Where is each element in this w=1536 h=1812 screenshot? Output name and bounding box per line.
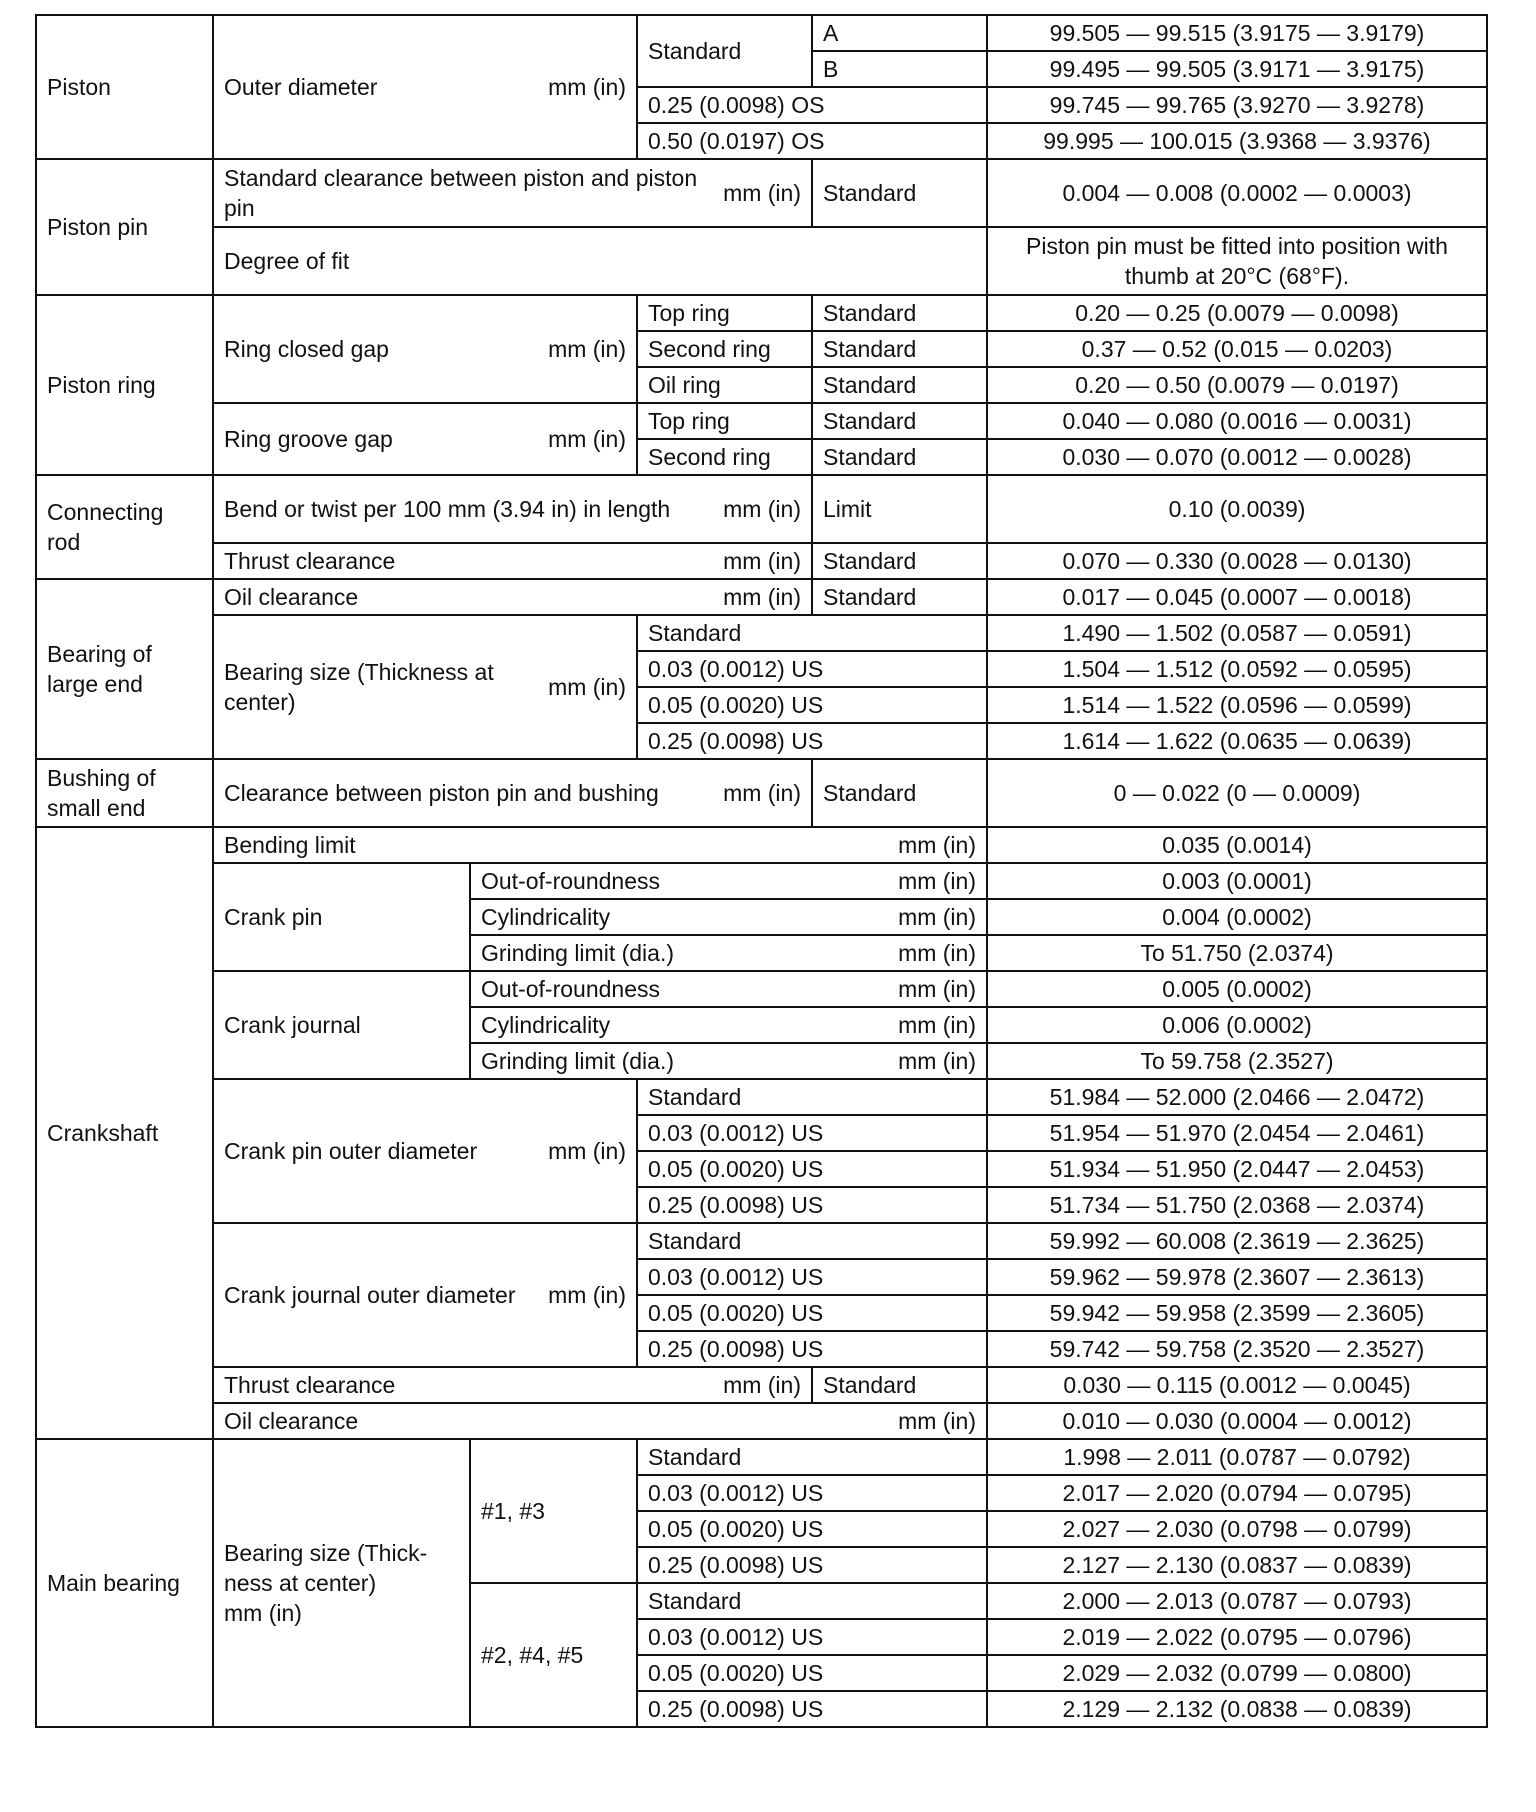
value-cell: 51.934 — 51.950 (2.0447 — 2.0453): [987, 1151, 1487, 1187]
standard-label: Standard: [812, 295, 987, 331]
value-cell: 0.005 (0.0002): [987, 971, 1487, 1007]
size-label: Standard: [637, 1223, 987, 1259]
item-bend-twist: Bend or twist per 100 mm (3.94 in) in length mm (in): [213, 475, 812, 543]
value-cell: 59.742 — 59.758 (2.3520 — 2.3527): [987, 1331, 1487, 1367]
value-cell: 0.010 — 0.030 (0.0004 — 0.0012): [987, 1403, 1487, 1439]
value-cell: 0.003 (0.0001): [987, 863, 1487, 899]
category-piston-pin: Piston pin: [36, 159, 213, 295]
standard-label: Standard: [812, 759, 987, 827]
item-oil-clearance: Oil clearance mm (in): [213, 579, 812, 615]
item-degree-of-fit: Degree of fit: [213, 227, 987, 295]
limit-label: Limit: [812, 475, 987, 543]
item-bearing-size: Bearing size (Thickness at center) mm (in): [213, 615, 637, 759]
standard-label: Standard: [812, 1367, 987, 1403]
size-label: 0.03 (0.0012) US: [637, 651, 987, 687]
value-cell: 2.017 — 2.020 (0.0794 — 0.0795): [987, 1475, 1487, 1511]
sub-item: Grinding limit (dia.) mm (in): [470, 935, 987, 971]
category-small-end: Bushing of small end: [36, 759, 213, 827]
value-cell: To 59.758 (2.3527): [987, 1043, 1487, 1079]
item-crank-pin-od: Crank pin outer diameter mm (in): [213, 1079, 637, 1223]
size-label: Standard: [637, 1079, 987, 1115]
standard-label: Standard: [812, 367, 987, 403]
size-label: 0.05 (0.0020) US: [637, 1295, 987, 1331]
table-row: [36, 543, 1487, 579]
sub-item: Grinding limit (dia.) mm (in): [470, 1043, 987, 1079]
value-cell: 51.984 — 52.000 (2.0466 — 2.0472): [987, 1079, 1487, 1115]
value-cell: 2.019 — 2.022 (0.0795 — 0.0796): [987, 1619, 1487, 1655]
value-cell: 0.004 — 0.008 (0.0002 — 0.0003): [987, 159, 1487, 227]
item-crank-journal: Crank journal: [213, 971, 470, 1079]
size-label: 0.05 (0.0020) US: [637, 687, 987, 723]
item-piston-outer-diameter: Outer diameter mm (in): [213, 15, 637, 159]
table-row: [36, 295, 1487, 331]
value-cell: To 51.750 (2.0374): [987, 935, 1487, 971]
category-crankshaft: Crankshaft: [36, 827, 213, 1439]
standard-label: Standard: [812, 439, 987, 475]
sub-item: Cylindricality mm (in): [470, 1007, 987, 1043]
value-cell: 1.614 — 1.622 (0.0635 — 0.0639): [987, 723, 1487, 759]
value-cell: 0.017 — 0.045 (0.0007 — 0.0018): [987, 579, 1487, 615]
value-cell: 2.129 — 2.132 (0.0838 — 0.0839): [987, 1691, 1487, 1727]
size-label: Standard: [637, 1583, 987, 1619]
piston-standard-label: Standard: [637, 15, 812, 87]
sub-item: Out-of-roundness mm (in): [470, 863, 987, 899]
ring-label: Second ring: [637, 331, 812, 367]
item-ring-closed-gap: Ring closed gap mm (in): [213, 295, 637, 403]
oversize-label: 0.25 (0.0098) OS: [637, 87, 987, 123]
standard-label: Standard: [812, 403, 987, 439]
item-main-bearing-size: Bearing size (Thick-ness at center) mm (in): [213, 1439, 470, 1727]
table-row: [36, 159, 1487, 227]
value-cell: 99.505 — 99.515 (3.9175 — 3.9179): [987, 15, 1487, 51]
item-thrust-clearance: Thrust clearance mm (in): [213, 543, 812, 579]
table-row: [36, 1403, 1487, 1439]
value-cell: 0.10 (0.0039): [987, 475, 1487, 543]
value-cell: 51.954 — 51.970 (2.0454 — 2.0461): [987, 1115, 1487, 1151]
category-piston-ring: Piston ring: [36, 295, 213, 475]
size-label: 0.05 (0.0020) US: [637, 1511, 987, 1547]
table-row: [36, 827, 1487, 863]
value-cell: 2.029 — 2.032 (0.0799 — 0.0800): [987, 1655, 1487, 1691]
value-cell: 2.000 — 2.013 (0.0787 — 0.0793): [987, 1583, 1487, 1619]
value-cell: 0.004 (0.0002): [987, 899, 1487, 935]
table-row: [36, 863, 1487, 899]
category-large-end: Bearing of large end: [36, 579, 213, 759]
item-thrust-clearance: Thrust clearance mm (in): [213, 1367, 812, 1403]
value-cell: 0 — 0.022 (0 — 0.0009): [987, 759, 1487, 827]
value-cell: 0.030 — 0.115 (0.0012 — 0.0045): [987, 1367, 1487, 1403]
item-ring-groove-gap: Ring groove gap mm (in): [213, 403, 637, 475]
table-row: [36, 615, 1487, 651]
size-label: 0.25 (0.0098) US: [637, 723, 987, 759]
journal-group-label: #1, #3: [470, 1439, 637, 1583]
size-label: 0.25 (0.0098) US: [637, 1187, 987, 1223]
size-label: 0.03 (0.0012) US: [637, 1475, 987, 1511]
value-cell: 59.992 — 60.008 (2.3619 — 2.3625): [987, 1223, 1487, 1259]
ring-label: Oil ring: [637, 367, 812, 403]
value-cell: 2.027 — 2.030 (0.0798 — 0.0799): [987, 1511, 1487, 1547]
size-label: 0.25 (0.0098) US: [637, 1691, 987, 1727]
value-cell: Piston pin must be fitted into position with thumb at 20°C (68°F).: [987, 227, 1487, 295]
size-label: 0.03 (0.0012) US: [637, 1619, 987, 1655]
standard-label: Standard: [812, 579, 987, 615]
table-row: [36, 15, 1487, 51]
item-bushing-clearance: Clearance between piston pin and bushing mm (in): [213, 759, 812, 827]
size-label: 0.25 (0.0098) US: [637, 1331, 987, 1367]
size-label: Standard: [637, 615, 987, 651]
item-bending-limit: Bending limit mm (in): [213, 827, 987, 863]
ring-label: Top ring: [637, 403, 812, 439]
value-cell: 99.995 — 100.015 (3.9368 — 3.9376): [987, 123, 1487, 159]
value-cell: 0.006 (0.0002): [987, 1007, 1487, 1043]
table-row: [36, 403, 1487, 439]
value-cell: 0.040 — 0.080 (0.0016 — 0.0031): [987, 403, 1487, 439]
table-row: [36, 971, 1487, 1007]
category-main-bearing: Main bearing: [36, 1439, 213, 1727]
ring-label: Second ring: [637, 439, 812, 475]
size-label: 0.05 (0.0020) US: [637, 1655, 987, 1691]
value-cell: 59.962 — 59.978 (2.3607 — 2.3613): [987, 1259, 1487, 1295]
value-cell: 0.20 — 0.25 (0.0079 — 0.0098): [987, 295, 1487, 331]
category-connecting-rod: Connecting rod: [36, 475, 213, 579]
category-piston: Piston: [36, 15, 213, 159]
standard-label: Standard: [812, 543, 987, 579]
table-row: [36, 579, 1487, 615]
value-cell: 1.504 — 1.512 (0.0592 — 0.0595): [987, 651, 1487, 687]
item-crank-journal-od: Crank journal outer diameter mm (in): [213, 1223, 637, 1367]
value-cell: 0.035 (0.0014): [987, 827, 1487, 863]
ring-label: Top ring: [637, 295, 812, 331]
table-row: [36, 1079, 1487, 1115]
standard-label: Standard: [812, 159, 987, 227]
size-label: 0.03 (0.0012) US: [637, 1115, 987, 1151]
value-cell: 0.070 — 0.330 (0.0028 — 0.0130): [987, 543, 1487, 579]
value-cell: 0.20 — 0.50 (0.0079 — 0.0197): [987, 367, 1487, 403]
value-cell: 0.37 — 0.52 (0.015 — 0.0203): [987, 331, 1487, 367]
value-cell: 51.734 — 51.750 (2.0368 — 2.0374): [987, 1187, 1487, 1223]
table-row: [36, 1367, 1487, 1403]
table-row: [36, 227, 1487, 295]
grade-b-label: B: [812, 51, 987, 87]
sub-item: Out-of-roundness mm (in): [470, 971, 987, 1007]
oversize-label: 0.50 (0.0197) OS: [637, 123, 987, 159]
table-row: [36, 1439, 1487, 1475]
item-pin-clearance: Standard clearance between piston and piston pin mm (in): [213, 159, 812, 227]
item-oil-clearance: Oil clearance mm (in): [213, 1403, 987, 1439]
value-cell: 99.745 — 99.765 (3.9270 — 3.9278): [987, 87, 1487, 123]
value-cell: 59.942 — 59.958 (2.3599 — 2.3605): [987, 1295, 1487, 1331]
grade-a-label: A: [812, 15, 987, 51]
value-cell: 99.495 — 99.505 (3.9171 — 3.9175): [987, 51, 1487, 87]
table-row: [36, 1223, 1487, 1259]
table-row: [36, 475, 1487, 543]
size-label: 0.05 (0.0020) US: [637, 1151, 987, 1187]
engine-spec-table: [35, 14, 1488, 1728]
value-cell: 2.127 — 2.130 (0.0837 — 0.0839): [987, 1547, 1487, 1583]
table-row: [36, 759, 1487, 827]
value-cell: 1.490 — 1.502 (0.0587 — 0.0591): [987, 615, 1487, 651]
sub-item: Cylindricality mm (in): [470, 899, 987, 935]
size-label: 0.25 (0.0098) US: [637, 1547, 987, 1583]
value-cell: 1.998 — 2.011 (0.0787 — 0.0792): [987, 1439, 1487, 1475]
size-label: 0.03 (0.0012) US: [637, 1259, 987, 1295]
size-label: Standard: [637, 1439, 987, 1475]
item-crank-pin: Crank pin: [213, 863, 470, 971]
value-cell: 1.514 — 1.522 (0.0596 — 0.0599): [987, 687, 1487, 723]
journal-group-label: #2, #4, #5: [470, 1583, 637, 1727]
standard-label: Standard: [812, 331, 987, 367]
value-cell: 0.030 — 0.070 (0.0012 — 0.0028): [987, 439, 1487, 475]
